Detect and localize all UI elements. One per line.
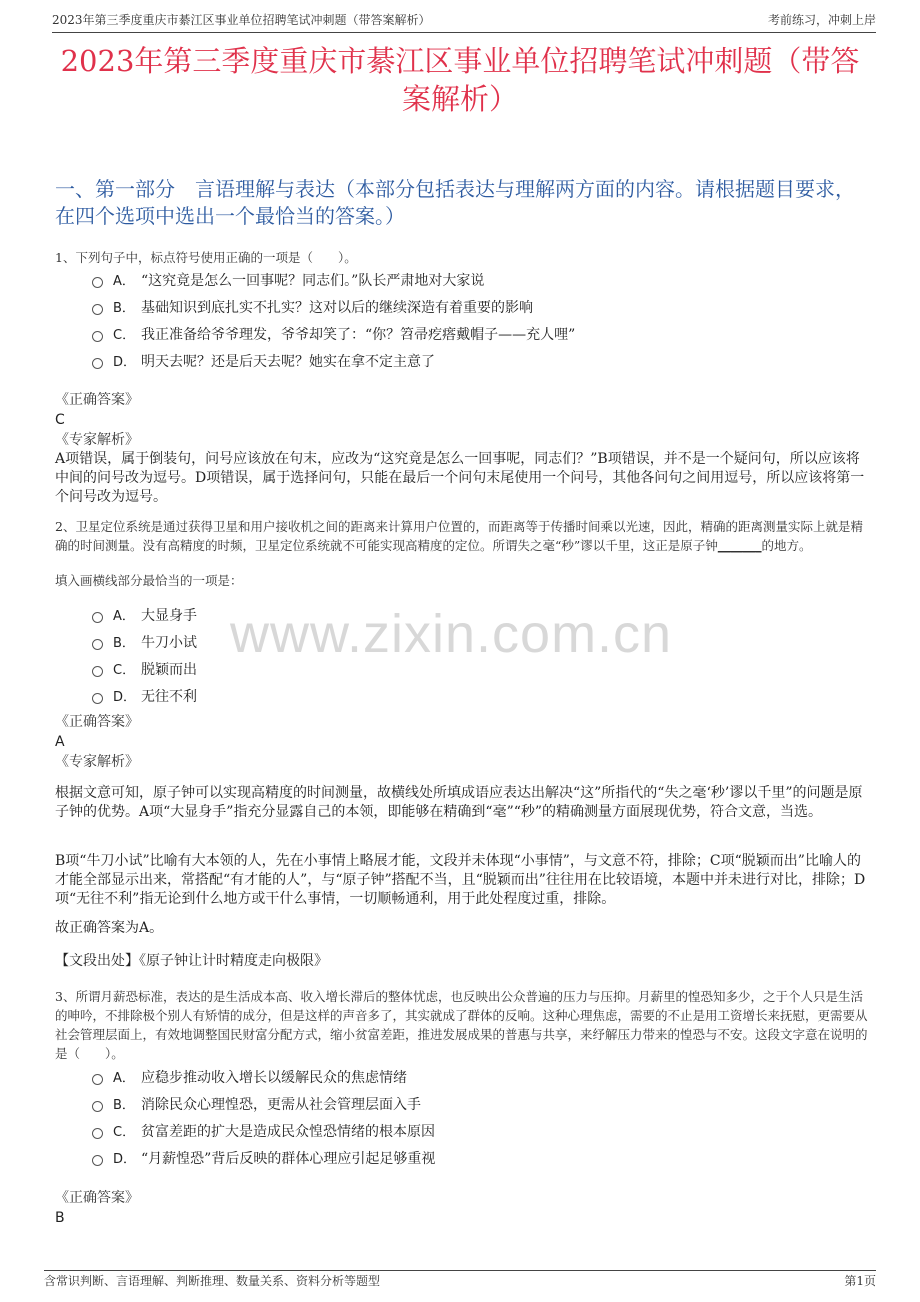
question-2-analysis-1: 根据文意可知，原子钟可以实现高精度的时间测量，故横线处所填成语应表达出解决“这”所指代的“失之毫‘秒’谬以千里”的问题是原子钟的优势。A项“大显身手”指充分显露自己的本领，即能够在精确到“毫”“秒”的精确测量方面展现优势，符合文意，当选。 — [55, 785, 863, 820]
radio-icon[interactable] — [92, 331, 103, 342]
header-slogan: 考前练习，冲刺上岸 — [767, 13, 876, 27]
q3-option-d[interactable]: D． “月薪惶恐”背后反映的群体心理应引起足够重视 — [92, 1144, 860, 1171]
question-2-conclusion: 故正确答案为A。 — [55, 920, 164, 936]
radio-icon[interactable] — [92, 1128, 103, 1139]
header-doc-title: 2023年第三季度重庆市綦江区事业单位招聘笔试冲刺题（带答案解析） — [52, 13, 431, 27]
question-3-options — [92, 1063, 860, 1171]
document-title: 2023年第三季度重庆市綦江区事业单位招聘笔试冲刺题（带答案解析） — [60, 44, 860, 116]
answer-blank: _______ — [717, 538, 762, 553]
radio-icon[interactable] — [92, 1155, 103, 1166]
q1-option-d[interactable]: D． 明天去呢？还是后天去呢？她实在拿不定主意了 — [92, 347, 860, 374]
q1-option-c[interactable]: C． 我正准备给爷爷理发，爷爷却笑了：“你？笤帚疙瘩戴帽子——充人哩” — [92, 320, 860, 347]
radio-icon[interactable] — [92, 1074, 103, 1085]
page-number: 第1页 — [844, 1274, 876, 1288]
answer-label: 《正确答案》 — [55, 714, 139, 730]
analysis-label: 《专家解析》 — [55, 432, 139, 448]
radio-icon[interactable] — [92, 277, 103, 288]
q3-option-a[interactable]: A． 应稳步推动收入增长以缓解民众的焦虑情绪 — [92, 1063, 860, 1090]
page-header — [52, 10, 876, 33]
q1-option-a[interactable]: A． “这究竟是怎么一回事呢？同志们。”队长严肃地对大家说 — [92, 266, 860, 293]
q2-option-b[interactable]: B． 牛刀小试 — [92, 628, 860, 655]
analysis-label: 《专家解析》 — [55, 754, 139, 770]
answer-value: C — [55, 412, 65, 428]
footer-topics: 含常识判断、言语理解、判断推理、数量关系、资料分析等题型 — [44, 1274, 381, 1288]
radio-icon[interactable] — [92, 1101, 103, 1112]
radio-icon[interactable] — [92, 358, 103, 369]
answer-label: 《正确答案》 — [55, 1190, 139, 1206]
answer-label: 《正确答案》 — [55, 392, 139, 408]
question-3-answer — [55, 1188, 870, 1228]
question-2-prompt: 填入画横线部分最恰当的一项是： — [55, 573, 243, 588]
q3-option-c[interactable]: C． 贫富差距的扩大是造成民众惶恐情绪的根本原因 — [92, 1117, 860, 1144]
radio-icon[interactable] — [92, 304, 103, 315]
section-heading: 一、第一部分 言语理解与表达（本部分包括表达与理解两方面的内容。请根据题目要求，在四个选项中选出一个最恰当的答案。） — [55, 177, 855, 228]
q1-option-b[interactable]: B． 基础知识到底扎实不扎实？这对以后的继续深造有着重要的影响 — [92, 293, 860, 320]
answer-value: A — [55, 734, 65, 750]
analysis-text: A项错误，属于倒装句，问号应该放在句末，应改为“这究竟是怎么一回事呢，同志们？”B项错误，并不是一个疑问句，所以应该将中间的问号改为逗号。D项错误，属于选择问句，只能在最后一个问句末尾使用一个问号，其他各问句之间用逗号，所以应该将第一个问号改为逗号。 — [55, 451, 865, 505]
question-2-source: 【文段出处】《原子钟让计时精度走向极限》 — [55, 953, 328, 969]
question-2-analysis-2: B项“牛刀小试”比喻有大本领的人，先在小事情上略展才能，文段并未体现“小事情”，与文意不符，排除；C项“脱颖而出”比喻人的才能全部显示出来，常搭配“有才能的人”，与“原子钟”搭配不当，且“脱颖而出”往往用在比较语境，本题中并未进行对比，排除；D项“无往不利”指无论到什么地方或干什么事情，一切顺畅通利，用于此处程度过重，排除。 — [55, 853, 866, 907]
question-3-stem: 3、所谓月薪恐标准，表达的是生活成本高、收入增长滞后的整体忧虑，也反映出公众普遍的压力与压抑。月薪里的惶恐知多少，之于个人只是生活的呻吟，不排除极个别人有矫情的成分，但是这样的声音多了，其实就成了群体的反响。这种心理焦虑，需要的不止是用工资增长来抚慰，更需要从社会管理层面上，有效地调整国民财富分配方式，缩小贫富差距，推进发展成果的普惠与共享，来纾解压力带来的惶恐与不安。这段文字意在说明的是（ ）。 — [55, 989, 868, 1061]
answer-value: B — [55, 1210, 65, 1226]
radio-icon[interactable] — [92, 693, 103, 704]
q3-option-b[interactable]: B． 消除民众心理惶恐，更需从社会管理层面入手 — [92, 1090, 860, 1117]
question-1-answer — [55, 390, 870, 507]
question-1-stem: 1、下列句子中，标点符号使用正确的一项是（ ）。 — [55, 250, 357, 265]
q2-option-a[interactable]: A． 大显身手 — [92, 601, 860, 628]
question-2-answer — [55, 712, 870, 772]
q2-option-d[interactable]: D． 无往不利 — [92, 682, 860, 709]
q2-option-c[interactable]: C． 脱颖而出 — [92, 655, 860, 682]
page-footer — [44, 1270, 876, 1291]
question-2-stem: 2、卫星定位系统是通过获得卫星和用户接收机之间的距离来计算用户位置的，而距离等于传播时间乘以光速，因此，精确的距离测量实际上就是精确的时间测量。没有高精度的时频，卫星定位系统就不可能实现高精度的定位。所谓失之毫“秒”谬以千里，这正是原子钟_______的地方。 — [55, 519, 863, 553]
question-1-options — [92, 266, 860, 374]
radio-icon[interactable] — [92, 612, 103, 623]
radio-icon[interactable] — [92, 666, 103, 677]
watermark: www.zixin.com.cn — [230, 604, 673, 664]
radio-icon[interactable] — [92, 639, 103, 650]
